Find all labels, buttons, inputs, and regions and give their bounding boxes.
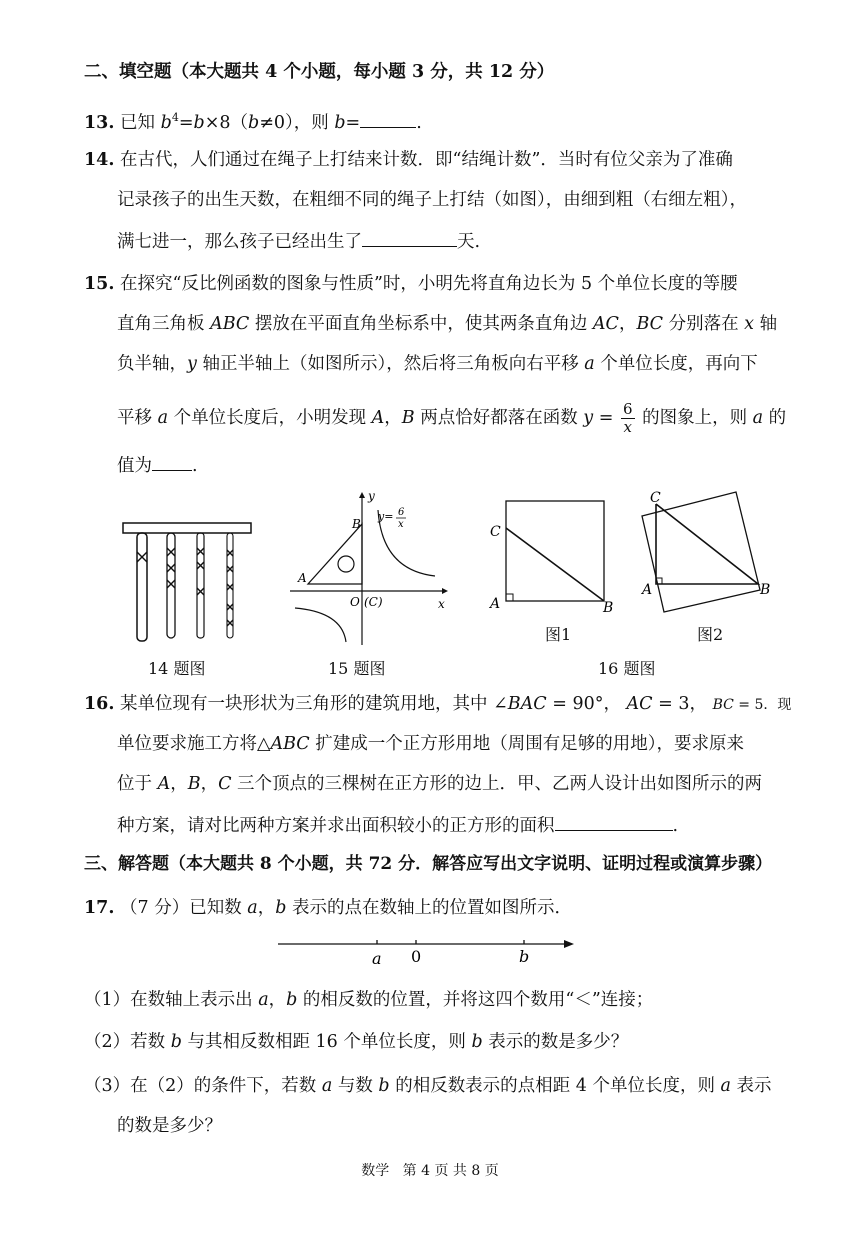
var: ABC xyxy=(270,734,310,754)
section-3-heading: 三、解答题（本大题共 8 个小题，共 72 分．解答应写出文字说明、证明过程或演算步骤） xyxy=(84,854,773,874)
var: x xyxy=(623,418,632,436)
q16-text: . xyxy=(672,816,679,836)
var: y xyxy=(583,408,594,428)
q17-text: （2）若数 xyxy=(84,1032,171,1052)
q17-text: 表示 xyxy=(730,1076,772,1096)
question-16-line-4 xyxy=(117,812,678,838)
var: C xyxy=(218,774,232,794)
axis-label-a: a xyxy=(372,949,382,968)
q15-text: 值为 xyxy=(117,456,152,476)
x-axis-label: x xyxy=(438,597,445,611)
question-15-line-2 xyxy=(117,312,777,336)
figure-15-coordinate-plane xyxy=(290,490,450,650)
var: a xyxy=(720,1076,731,1096)
q15-text: ， xyxy=(618,314,637,334)
exponent: 4 xyxy=(171,111,179,124)
figure-16-plan-2 xyxy=(636,488,776,616)
q16-text: ， xyxy=(170,774,188,794)
q17-text: 表示的点在数轴上的位置如图所示． xyxy=(286,898,572,918)
fraction xyxy=(621,401,635,436)
question-15-line-1 xyxy=(84,272,738,296)
point-a-label: A xyxy=(490,596,501,612)
q15-text: 两点恰好都落在函数 xyxy=(414,408,584,428)
q13-text: = xyxy=(178,112,194,133)
var: b xyxy=(286,990,298,1010)
q16-text: 位于 xyxy=(117,774,158,794)
axis-label-zero: 0 xyxy=(411,947,422,966)
var-b: b xyxy=(160,112,172,133)
var: a xyxy=(258,990,269,1010)
var: b xyxy=(471,1032,483,1052)
function-denominator: x xyxy=(398,519,404,530)
q14-text: 天. xyxy=(457,232,481,252)
answer-blank[interactable] xyxy=(360,109,416,128)
point-b-label: B xyxy=(760,582,771,598)
q13-text: ×8（ xyxy=(204,112,248,133)
q17-text: 的相反数表示的点相距 4 个单位长度，则 xyxy=(389,1076,721,1096)
q15-text: 直角三角板 xyxy=(117,314,211,334)
q17-text: 与其相反数相距 16 个单位长度，则 xyxy=(181,1032,472,1052)
answer-blank[interactable] xyxy=(555,812,673,831)
var: a xyxy=(321,1076,333,1096)
q13-text: = xyxy=(345,112,361,133)
point-c-label: C xyxy=(650,490,661,506)
question-14-line-1 xyxy=(84,148,733,172)
question-16-line-1 xyxy=(84,692,791,717)
footer-subject: 数学 xyxy=(361,1163,390,1179)
q15-text: 轴 xyxy=(754,314,778,334)
q15-text: 摆放在平面直角坐标系中，使其两条直角边 xyxy=(249,314,593,334)
q15-text: 个单位长度，再向下 xyxy=(594,354,758,374)
question-number: 16. xyxy=(84,694,115,714)
question-17-line-1 xyxy=(84,896,572,920)
caption-14: 14 题图 xyxy=(148,659,206,678)
question-17-part-3 xyxy=(84,1074,772,1098)
function-numerator: 6 xyxy=(398,507,405,518)
question-15-line-5 xyxy=(117,452,198,478)
q13-text: ≠0），则 xyxy=(259,112,335,133)
numerator: 6 xyxy=(622,400,633,418)
y-axis-label: y xyxy=(368,489,375,503)
answer-blank[interactable] xyxy=(152,452,192,471)
point-c-label: (C) xyxy=(364,595,383,609)
var: AC xyxy=(592,314,619,334)
var: B xyxy=(401,408,415,428)
q17-text: 的相反数的位置，并将这四个数用“＜”连接； xyxy=(297,990,654,1010)
question-14-line-3 xyxy=(117,228,480,254)
question-17-part-1 xyxy=(84,988,653,1012)
q15-text: 在探究“反比例函数的图象与性质”时，小明先将直角边长为 5 个单位长度的等腰 xyxy=(120,274,738,294)
q17-text: （7 分）已知数 xyxy=(120,898,248,918)
section-2-heading: 二、填空题（本大题共 4 个小题，每小题 3 分，共 12 分） xyxy=(84,62,555,82)
q15-text: 轴正半轴上（如图所示），然后将三角板向右平移 xyxy=(196,354,585,374)
q17-text: 与数 xyxy=(332,1076,379,1096)
point-b-label: B xyxy=(352,517,361,531)
q16-text: = 5．现 xyxy=(733,697,792,713)
var: a xyxy=(584,354,595,374)
q16-text: ， xyxy=(200,774,219,794)
point-c-label: C xyxy=(490,524,501,540)
question-15-line-4 xyxy=(117,398,786,438)
q17-text: （1）在数轴上表示出 xyxy=(84,990,259,1010)
question-17-part-3-line-2: 的数是多少？ xyxy=(117,1116,222,1136)
question-14-line-2: 记录孩子的出生天数，在粗细不同的绳子上打结（如图），由细到粗（右细左粗）， xyxy=(117,190,747,210)
point-b-label: B xyxy=(603,600,614,616)
answer-blank[interactable] xyxy=(362,228,457,247)
var: AC xyxy=(626,694,653,714)
var: B xyxy=(187,774,201,794)
var: ABC xyxy=(210,314,250,334)
q17-text: ， xyxy=(268,990,287,1010)
var-b: b xyxy=(248,112,260,133)
figure-14-knotted-ropes xyxy=(120,520,255,645)
var: x xyxy=(744,314,755,334)
page-footer xyxy=(0,1160,860,1180)
q15-text: . xyxy=(192,456,198,476)
q15-text: 平移 xyxy=(117,408,158,428)
q15-text: ， xyxy=(384,408,402,428)
var: a xyxy=(247,898,258,918)
q15-text: 的 xyxy=(763,408,787,428)
caption-figure-1: 图1 xyxy=(545,625,572,644)
question-13 xyxy=(84,106,422,135)
var: BC xyxy=(636,314,664,334)
var: b xyxy=(378,1076,390,1096)
var: a xyxy=(752,408,764,428)
caption-figure-2: 图2 xyxy=(697,625,724,644)
q17-text: （3）在（2）的条件下，若数 xyxy=(84,1076,322,1096)
var-b: b xyxy=(193,112,205,133)
q15-text: 个单位长度后，小明发现 xyxy=(168,408,372,428)
q16-text: 单位要求施工方将△ xyxy=(117,734,271,754)
q17-text: 表示的数是多少？ xyxy=(482,1032,629,1052)
q13-text: . xyxy=(416,112,422,133)
question-number: 17. xyxy=(84,898,115,918)
q15-text: 负半轴， xyxy=(117,354,187,374)
footer-page-number: 第 4 页 共 8 页 xyxy=(402,1163,499,1179)
var: BC xyxy=(712,697,734,713)
q15-text: 的图象上，则 xyxy=(636,408,753,428)
var-b: b xyxy=(334,112,346,133)
q16-text: 三个顶点的三棵树在正方形的边上．甲、乙两人设计出如图所示的两 xyxy=(231,774,763,794)
origin-label: O xyxy=(350,595,360,609)
number-line xyxy=(278,932,578,972)
caption-16: 16 题图 xyxy=(598,659,656,678)
question-15-line-3 xyxy=(117,352,758,376)
denominator xyxy=(621,419,635,436)
question-number: 14. xyxy=(84,150,115,170)
var: A xyxy=(371,408,385,428)
q15-text: = xyxy=(593,408,619,428)
var: b xyxy=(275,898,287,918)
caption-15: 15 题图 xyxy=(328,659,386,678)
question-16-line-3 xyxy=(117,772,762,796)
q16-text: 种方案，请对比两种方案并求出面积较小的正方形的面积 xyxy=(117,816,555,836)
point-a-label: A xyxy=(642,582,653,598)
q16-text: = 90°， xyxy=(546,694,627,714)
var: a xyxy=(157,408,169,428)
q15-text: 分别落在 xyxy=(663,314,745,334)
q14-text: 在古代，人们通过在绳子上打结来计数．即“结绳计数”．当时有位父亲为了准确 xyxy=(120,150,733,170)
function-label: y= xyxy=(378,510,394,523)
q16-text: 某单位现有一块形状为三角形的建筑用地，其中 ∠ xyxy=(120,694,508,714)
point-a-label: A xyxy=(298,571,307,585)
var: A xyxy=(157,774,171,794)
q16-text: 扩建成一个正方形用地（周围有足够的用地），要求原来 xyxy=(309,734,744,754)
figure-16-plan-1 xyxy=(484,498,614,616)
q13-text: 已知 xyxy=(120,112,161,133)
var: y xyxy=(187,354,197,374)
var: b xyxy=(170,1032,182,1052)
var: BAC xyxy=(507,694,547,714)
question-17-part-2 xyxy=(84,1030,628,1054)
question-16-line-2 xyxy=(117,732,744,756)
question-number: 13. xyxy=(84,112,115,133)
q17-text: ， xyxy=(257,898,276,918)
question-number: 15. xyxy=(84,274,115,294)
axis-label-b: b xyxy=(519,947,530,966)
q16-text: = 3， xyxy=(652,694,713,714)
q14-text: 满七进一，那么孩子已经出生了 xyxy=(117,232,362,252)
